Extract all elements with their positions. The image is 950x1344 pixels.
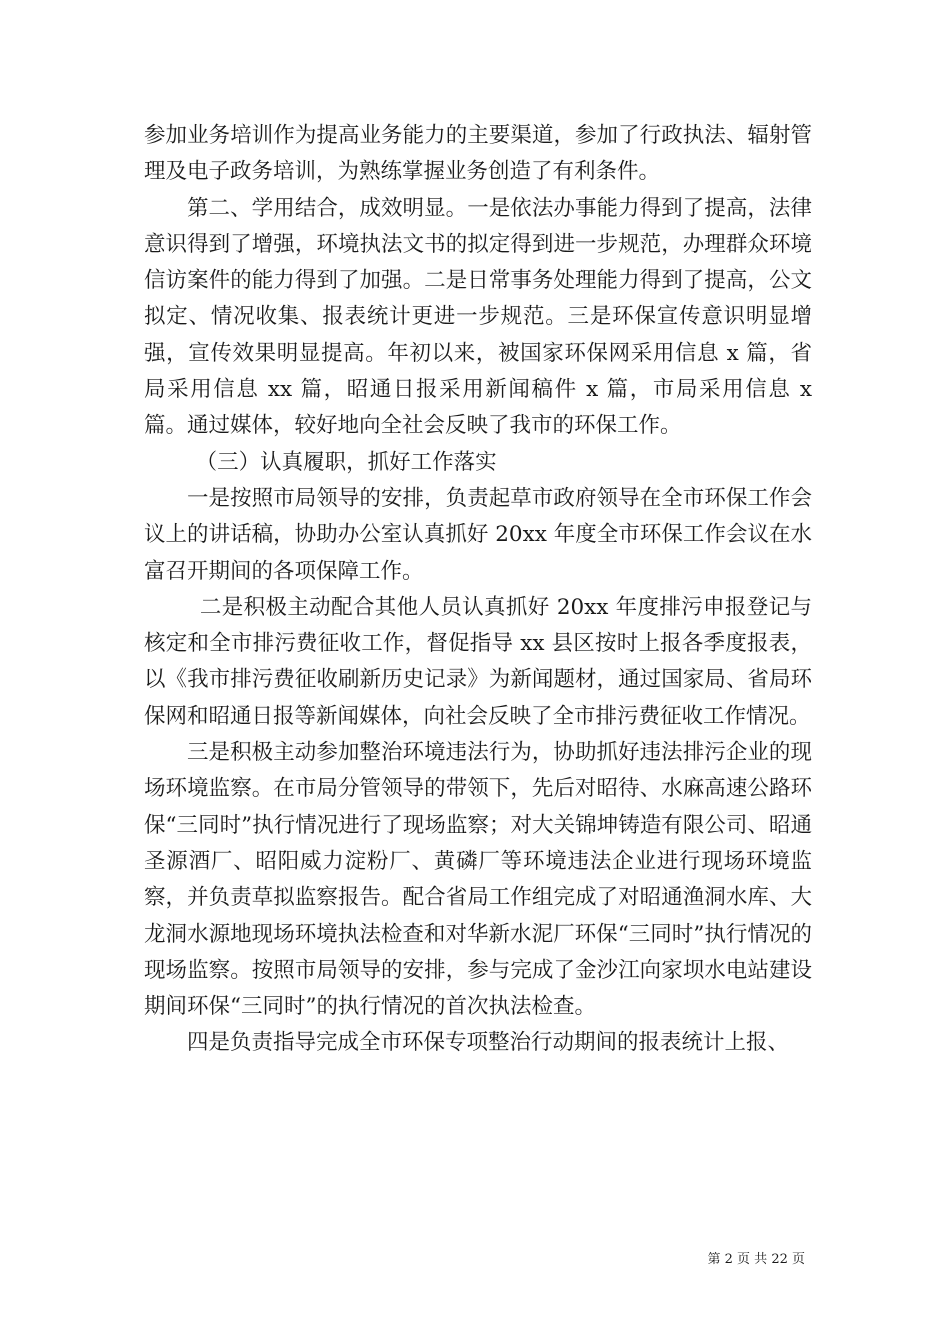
paragraph-item-two: 二是积极主动配合其他人员认真抓好 20xx 年度排污申报登记与核定和全市排污费征收工作，督促指导 xx 县区按时上报各季度报表，以《我市排污费征收刷新历史记录》为新闻题材，通过国家局、省局环保网和昭通日报等新闻媒体，向社会反映了全市排污费征收工作情况。 [144, 594, 812, 729]
page-number: 第 2 页 共 22 页 [707, 1252, 805, 1267]
paragraph-learning-results: 第二、学用结合，成效明显。一是依法办事能力得到了提高，法律意识得到了增强，环境执法文书的拟定得到进一步规范，办理群众环境信访案件的能力得到了加强。二是日常事务处理能力得到了提高，公文拟定、情况收集、报表统计更进一步规范。三是环保宣传意识明显增强，宣传效果明显提高。年初以来，被国家环保网采用信息 x 篇，省局采用信息 xx 篇，昭通日报采用新闻稿件 x 篇，市局采用信息 x 篇。通过媒体，较好地向全社会反映了我市的环保工作。 [144, 195, 812, 439]
document-body [144, 118, 812, 1062]
paragraph-continuation: 参加业务培训作为提高业务能力的主要渠道，参加了行政执法、辐射管理及电子政务培训，为熟练掌握业务创造了有利条件。 [144, 123, 812, 185]
paragraph-item-three: 三是积极主动参加整治环境违法行为，协助抓好违法排污企业的现场环境监察。在市局分管领导的带领下，先后对昭待、水麻高速公路环保“三同时”执行情况进行了现场监察；对大关锦坤铸造有限公司、昭通圣源酒厂、昭阳威力淀粉厂、黄磷厂等环境违法企业进行现场环境监察，并负责草拟监察报告。配合省局工作组完成了对昭通渔洞水库、大龙洞水源地现场环境执法检查和对华新水泥厂环保“三同时”执行情况的现场监察。按照市局领导的安排，参与完成了金沙江向家坝水电站建设期间环保“三同时”的执行情况的首次执法检查。 [144, 740, 812, 1020]
section-heading: （三）认真履职，抓好工作落实 [195, 449, 497, 475]
paragraph-item-one: 一是按照市局领导的安排，负责起草市政府领导在全市环保工作会议上的讲话稿，协助办公室认真抓好 20xx 年度全市环保工作会议在水富召开期间的各项保障工作。 [144, 485, 812, 584]
paragraph-item-four: 四是负责指导完成全市环保专项整治行动期间的报表统计上报、 [187, 1030, 790, 1056]
